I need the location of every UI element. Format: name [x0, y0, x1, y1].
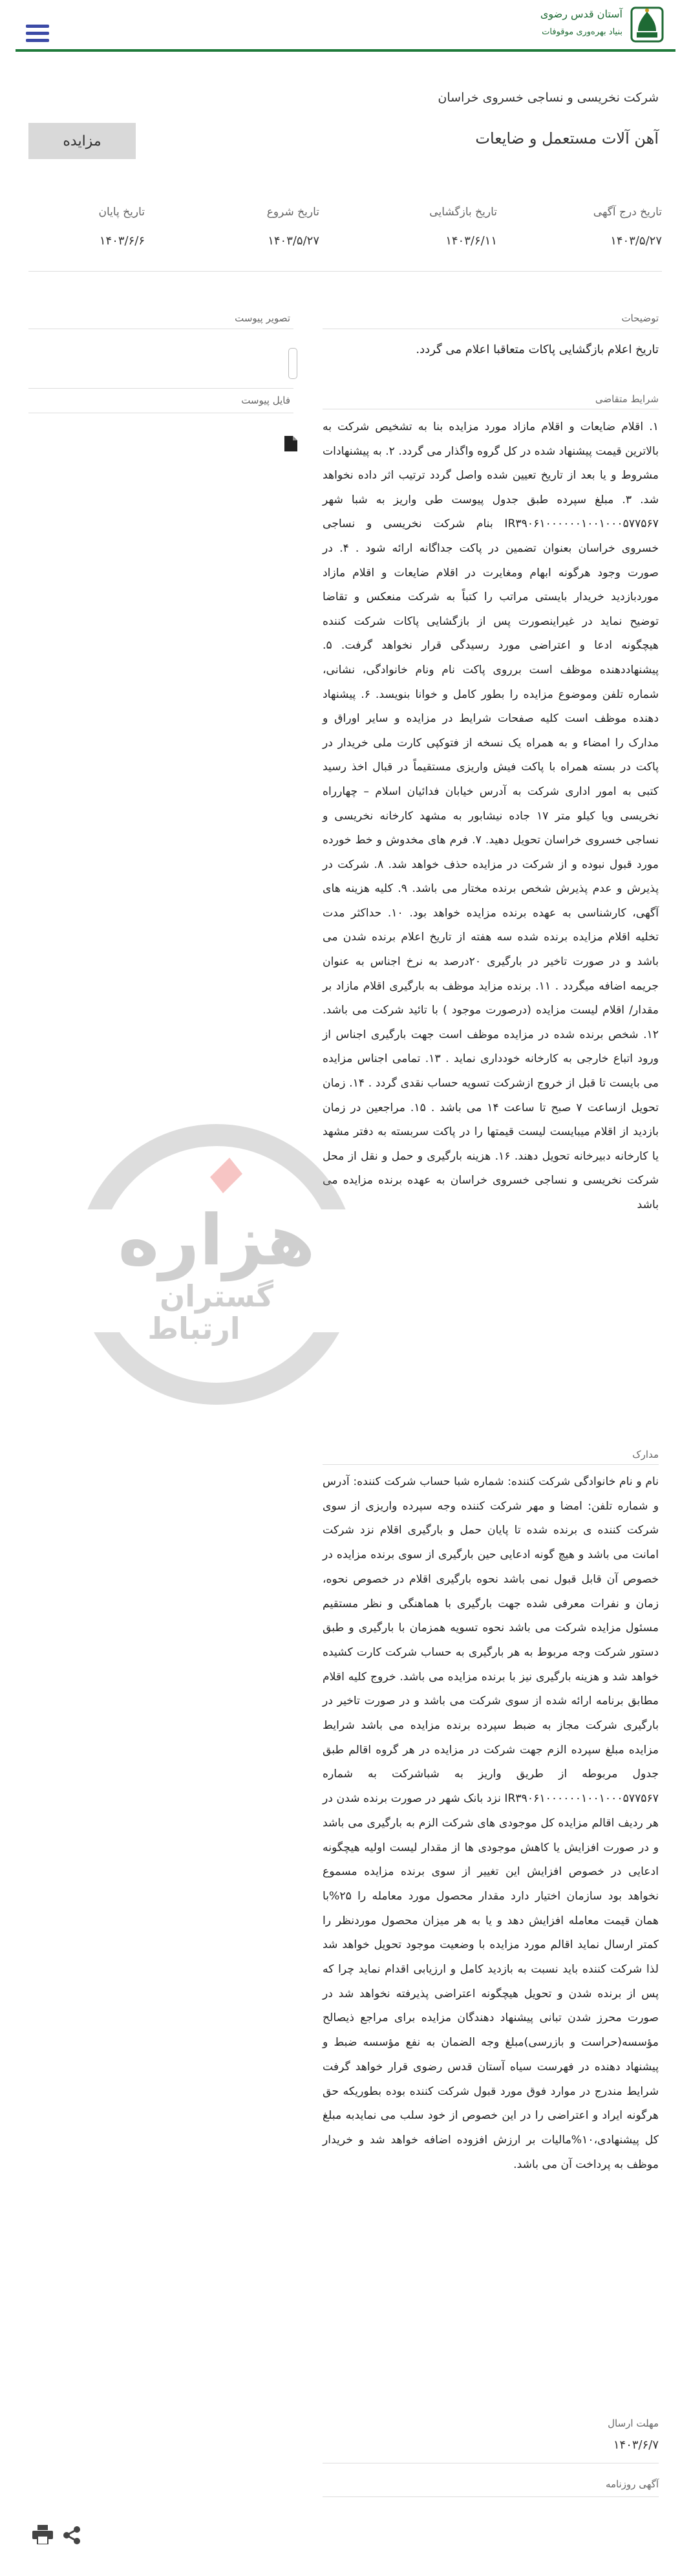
file-download-icon[interactable] — [284, 436, 297, 451]
terms-label: شرایط متقاضی — [595, 393, 659, 405]
footer-actions — [32, 2522, 90, 2548]
description-text: تاریخ اعلام بازگشایی پاکات متعاقبا اعلام می گردد. — [416, 343, 659, 356]
image-attachment-bottom-divider — [28, 388, 293, 389]
page-title: آهن آلات مستعمل و ضایعات — [475, 129, 659, 147]
file-attachment-label: فایل پیوست — [241, 395, 290, 406]
published-date-label: تاریخ درج آگهی — [593, 206, 662, 219]
published-date-value: ۱۴۰۳/۵/۲۷ — [610, 234, 662, 248]
watermark-line1: گستران — [160, 1279, 273, 1314]
shrine-emblem-icon — [629, 5, 665, 44]
watermark-word: هزاره — [118, 1200, 315, 1281]
end-date-value: ۱۴۰۳/۶/۶ — [99, 234, 145, 248]
hamburger-menu-icon[interactable] — [26, 25, 49, 43]
opening-date-label: تاریخ بازگشایی — [429, 206, 497, 219]
image-attachment-label: تصویر پیوست — [235, 312, 290, 324]
start-date-value: ۱۴۰۳/۵/۲۷ — [268, 234, 319, 248]
header-divider — [16, 49, 675, 52]
site-logo[interactable] — [516, 4, 665, 45]
terms-text: ۱. اقلام ضایعات و اقلام مازاد مورد مزایده بنا به تشخیص شرکت به بالاترین قیمت پیشنهاد شده در کل گروه واگذار می گردد. ۲. به پیشنهادات مشروط و یا بعد از تاریخ تعیین شده واصل گردد ترتیب اثر داده نخواهد شد. ۳. مبلغ سپرده طبق جدول پیوست طی واریز به شبا شهر IR۳۹۰۶۱۰۰۰۰۰۰۱۰۰۱۰۰۰۵۷۷۵۶۷ بنام شرکت نخریسی و نساجی خسروی خراسان بعنوان تضمین در پاکت جداگانه ارائه شود . ۴. در صورت وجود هرگونه ابهام ومغایرت در اقلام ضایعات و اقلام مازاد موردبازدید خریدار بایستی مراتب را کتباً به شرکت منعکس و تقاضا توضیح نماید در غیراینصورت پس از بازگشایی پاکات شرکت کننده هیچگونه ادعا و اعتراضی مورد رسیدگی قرار نخواهد گرفت. ۵. پیشنهاددهنده موظف است برروی پاکت نام ونام خانوادگی، نشانی، شماره تلفن وموضوع مزایده را بطور کامل و خوانا بنویسد. ۶. پیشنهاد دهنده موظف است کلیه صفحات شرایط در مزایده و سایر اوراق و مدارک را امضاء و به همراه یک نسخه از فتوکپی کارت ملی خریدار در پاکت در بسته همراه با پاکت فیش واریزی مستقیماً در قبال اخذ رسید کتبی به امور اداری شرکت به آدرس خیابان فدائیان اسلام – چهارراه نخریسی ویا کیلو متر ۱۷ جاده نیشابور به مشهد کارخانه نخریسی و نساجی خسروی خراسان تحویل دهید. ۷. فرم های مخدوش و خط خورده مورد قبول نبوده و از شرکت در مزایده حذف خواهد شد. ۸. شرکت در پذیرش و عدم پذیرش شخص برنده مختار می باشد. ۹. کلیه هزینه های آگهی، کارشناسی به عهده برنده مزایده خواهد بود. ۱۰. حداکثر مدت تخلیه اقلام مزایده برنده شده سه هفته از تاریخ اعلام برنده شدن می باشد و در صورت تاخیر در بارگیری ۲۰درصد به نرخ اجناس به عنوان جریمه اضافه میگردد . ۱۱. برنده مزاید موظف به بارگیری اقلام مازاد بر مقدار/ اقلام لیست مزایده (درصورت موجود ) با تائید شرکت می باشد. ۱۲. شخص برنده شده در مزایده موظف است جهت بارگیری اجناس از ورود اتباع خارجی به کارخانه خودداری نماید . ۱۳. تمامی اجناس مزایده می بایست تا قبل از خروج ازشرکت تسویه حساب نقدی گردد . ۱۴. زمان تحویل ازساعت ۷ صبح تا ساعت ۱۴ می باشد . ۱۵. مراجعین در زمان بازدید از اقلام میبایست لیست قیمتها را در پاکت سربسته به دفتر مشهد یا کارخانه دبیرخانه تحویل دهند. ۱۶. هزینه بارگیری و حمل و نقل از محل شرکت نخریسی و نساجی خسروی خراسان به عهده برنده مزایده می باشد — [323, 420, 659, 1211]
end-date-label: تاریخ پایان — [98, 206, 145, 219]
share-icon[interactable] — [62, 2526, 81, 2544]
deadline-label: مهلت ارسال — [608, 2418, 659, 2429]
logo-subtitle: بنیاد بهره‌وری موقوفات — [542, 27, 622, 37]
newspaper-divider — [323, 2496, 659, 2497]
opening-date — [368, 206, 497, 248]
dates-row — [28, 200, 662, 272]
published-date — [533, 206, 662, 248]
start-date-label: تاریخ شروع — [266, 206, 319, 219]
description-label: توضیحات — [621, 312, 659, 324]
print-icon[interactable] — [32, 2525, 53, 2544]
end-date — [16, 206, 145, 248]
site-header — [0, 0, 691, 52]
image-attachment-toggle[interactable] — [288, 348, 297, 379]
start-date — [190, 206, 319, 248]
opening-date-value: ۱۴۰۳/۶/۱۱ — [445, 234, 497, 248]
auction-type-button[interactable]: مزایده — [28, 123, 136, 159]
logo-title: آستان قدس رضوی — [540, 8, 622, 20]
watermark-line2: ارتباط — [147, 1311, 240, 1346]
deadline-value: ۱۴۰۳/۶/۷ — [613, 2438, 659, 2452]
newspaper-label: آگهی روزنامه — [605, 2478, 659, 2490]
documents-text: نام و نام خانوادگی شرکت کننده: شماره شبا حساب شرکت کننده: آدرس و شماره تلفن: امضا و مهر شرکت کننده وجه سپرده واریزی از سوی شرکت کننده ی برنده شده تا پایان حمل و بارگیری اقلام نزد شرکت امانت می باشد و هیچ گونه ادعایی حین بارگیری از سوی برنده مزایده در خصوص آن قابل قبول نمی باشد نحوه بارگیری اقلام در خصوص نحوه، زمان و نفرات معرفی شده جهت بارگیری با هماهنگی و نظر مستقیم مسئول مزایده شرکت می باشد نحوه تسویه همزمان با بارگیری و طبق دستور شرکت وجه مربوط به هر بارگیری به حساب شرکت کارت کشیده خواهد شد و هزینه بارگیری نیز با برنده مزایده می باشد. خروج کلیه اقلام مطابق برنامه ارائه شده از سوی شرکت می باشد و در صورت تاخیر در بارگیری شرکت مجاز به ضبط سپرده برنده مزایده می باشد شرایط مزایده مبلغ سپرده الزم جهت شرکت در مزایده در هر گروه اقالم طبق جدول مربوطه از طریق واریز به شباشرکت به شماره IR۳۹۰۶۱۰۰۰۰۰۰۱۰۰۱۰۰۰۵۷۷۵۶۷ نزد بانک شهر در صورت برنده شدن در هر ردیف اقالم مزایده کل موجودی های شرکت الزم به بارگیری می باشد و در صورت افزایش یا کاهش موجودی ها از مقدار لیست اولیه هیچگونه ادعایی در خصوص افزایش این تغییر از سوی برنده مزایده مسموع نخواهد بود سازمان اختیار دارد مقدار محصول مورد معامله را ۲۵%با همان قیمت معامله افزایش دهد و یا به هر میزان محصول موردنظر را کمتر ارسال نماید اقالم مورد مزایده با وضعیت موجود تحویل خواهد شد لذا شرکت کننده باید نسبت به بازدید کامل و ارزیابی اقدام نماید چرا که پس از برنده شدن و تحویل هیچگونه اعتراضی پذیرفته نخواهد شد در صورت محرز شدن تبانی پیشنهاد دهندگان مزایده برای مراجع ذیصالح مؤسسه(حراست و بازرسی)مبلغ وجه الضمان به نفع مؤسسه ضبط و پیشنهاد دهنده در فهرست سیاه آستان قدس رضوی قرار خواهد گرفت شرایط مندرج در موارد فوق مورد قبول شرکت کننده بوده بطوریکه حق هرگونه ایراد و اعتراضی را در این خصوص از خود سلب می نمایدبه مبلغ کل پیشنهادی،۱۰%مالیات بر ارزش افزوده اضافه خواهد شد و خریدار موظف به پرداخت آن می باشد. — [323, 1475, 659, 2171]
organization-name: شرکت نخریسی و نساجی خسروی خراسان — [438, 91, 659, 105]
documents-label: مدارک — [632, 1449, 659, 1460]
documents-divider — [323, 1464, 659, 1465]
